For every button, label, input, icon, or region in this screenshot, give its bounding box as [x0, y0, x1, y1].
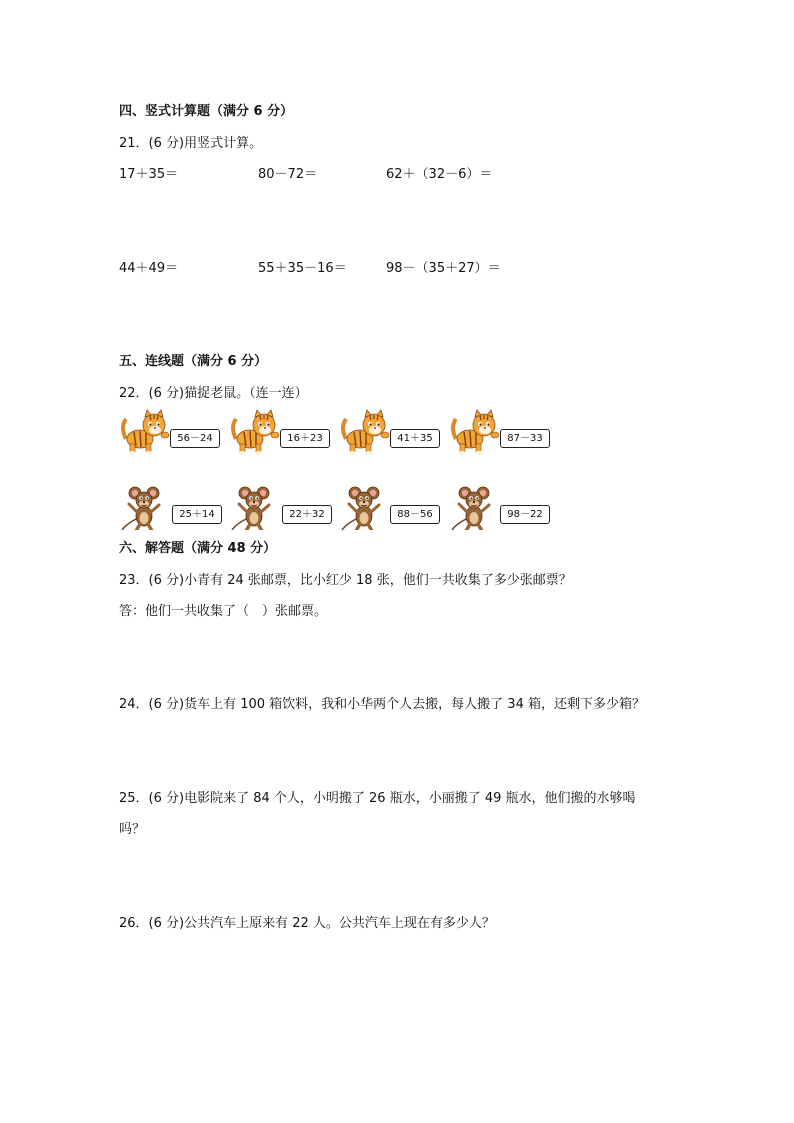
mouse-expression-box[interactable]: 25＋14: [172, 505, 222, 524]
q21-problem-5: 55＋35－16＝: [258, 261, 347, 276]
cat-expression-box[interactable]: 56－24: [170, 429, 220, 448]
question-21-text: 21．(6 分)用竖式计算。: [119, 136, 263, 151]
question-25-text-line-1: 25．(6 分)电影院来了 84 个人，小明搬了 26 瓶水，小丽搬了 49 瓶水，他们搬的水够喝: [119, 791, 636, 806]
mouse-expression-box[interactable]: 22＋32: [282, 505, 332, 524]
question-23-text: 23．(6 分)小青有 24 张邮票，比小红少 18 张，他们一共收集了多少张邮票？: [119, 573, 572, 588]
q21-problem-1: 17＋35＝: [119, 167, 179, 182]
question-23-answer-line: 答：他们一共收集了（ ）张邮票。: [119, 604, 328, 619]
question-25-text-line-2: 吗？: [119, 822, 146, 837]
q21-problem-2: 80－72＝: [258, 167, 318, 182]
cat-expression-box[interactable]: 41＋35: [390, 429, 440, 448]
cat-expression-box[interactable]: 16＋23: [280, 429, 330, 448]
section-title-vertical-calculation: 四、竖式计算题（满分 6 分）: [119, 104, 294, 119]
question-26-text: 26．(6 分)公共汽车上原来有 22 人。公共汽车上现在有多少人？: [119, 916, 495, 931]
section-title-word-problems: 六、解答题（满分 48 分）: [119, 541, 277, 556]
tiger-cat-icon: [450, 409, 500, 455]
q21-problem-6: 98－（35＋27）＝: [386, 261, 501, 276]
cat-expression-box[interactable]: 87－33: [500, 429, 550, 448]
question-24-text: 24．(6 分)货车上有 100 箱饮料，我和小华两个人去搬，每人搬了 34 箱，还剩下多少箱？: [119, 697, 645, 712]
mouse-icon: [230, 484, 280, 530]
mouse-icon: [340, 484, 390, 530]
mouse-icon: [120, 484, 170, 530]
tiger-cat-icon: [340, 409, 390, 455]
q21-problem-3: 62＋（32－6）＝: [386, 167, 493, 182]
tiger-cat-icon: [230, 409, 280, 455]
tiger-cat-icon: [120, 409, 170, 455]
mouse-icon: [450, 484, 500, 530]
question-22-text: 22．(6 分)猫捉老鼠。（连一连）: [119, 386, 308, 401]
mouse-expression-box[interactable]: 88－56: [390, 505, 440, 524]
section-title-matching: 五、连线题（满分 6 分）: [119, 354, 268, 369]
q21-problem-4: 44＋49＝: [119, 261, 179, 276]
mouse-expression-box[interactable]: 98－22: [500, 505, 550, 524]
